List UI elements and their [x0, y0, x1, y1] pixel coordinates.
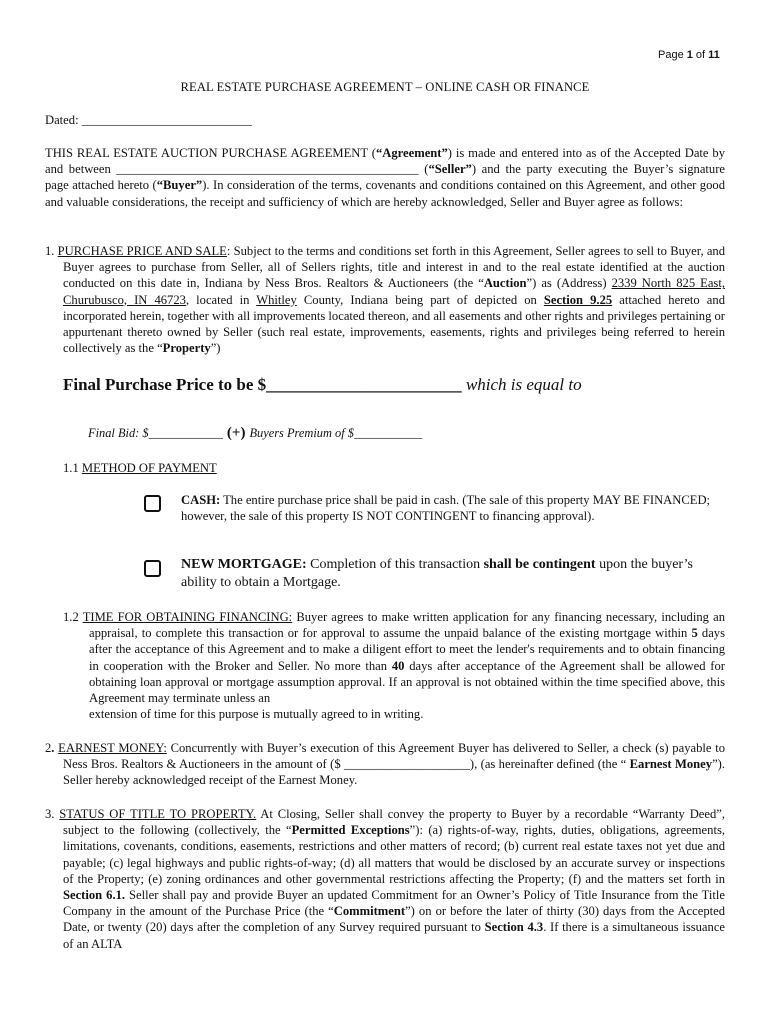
- section-2-heading: EARNEST MONEY:: [58, 741, 167, 755]
- page-number: Page 1 of 11: [658, 49, 720, 61]
- cash-option-text: CASH: The entire purchase price shall be paid in cash. (The sale of this property MAY BE FINANCED; however, the sale of this property IS NOT CONTINGENT to financing approval).: [181, 493, 711, 524]
- mortgage-checkbox[interactable]: [144, 560, 161, 577]
- property-address: 2339 North 825 East, Churubusco, IN 46723: [63, 276, 725, 307]
- section-1-2-heading: TIME FOR OBTAINING FINANCING:: [82, 610, 293, 624]
- mortgage-option-text: NEW MORTGAGE: Completion of this transaction shall be contingent upon the buyer’s ability to obtain a Mortgage.: [181, 557, 693, 590]
- section-3-status-of-title: 3. STATUS OF TITLE TO PROPERTY. At Closing, Seller shall convey the property to Buyer by a recordable “Warranty Deed”, subject to the following (collectively, the “Permitted Exceptions”): (a) rights-of-way, rights, duties, obligations, agreements, limitations, covenants, conditions, easements, restrictions and other matters of record; (b) current real estate taxes not yet due and payable; (c) legal highways and public rights-of-way; (d) all matters that would be disclosed by an accurate survey or inspections of the Property; (e) zoning ordinances and other governmental restrictions affecting the Property; (f) and the matters set forth in Section 6.1. Seller shall pay and provide Buyer an updated Commitment for an Owner’s Policy of Title Insurance from the Title Company in the amount of the Purchase Price (the “Commitment”) on or before the later of thirty (30) days from the Accepted Date, or twenty (20) days after the completion of any Survey required pursuant to Section 4.3. If there is a simultaneous issuance of an ALTA: [45, 807, 725, 951]
- final-purchase-price: Final Purchase Price to be $_______________________ which is equal to: [63, 375, 582, 394]
- document-title: REAL ESTATE PURCHASE AGREEMENT – ONLINE CASH OR FINANCE: [180, 80, 590, 94]
- cash-checkbox[interactable]: [144, 495, 161, 512]
- section-1-2-last-line: extension of time for this purpose is mutually agreed to in writing.: [89, 707, 424, 721]
- final-bid-line: Final Bid: $____________ (+) Buyers Premium of $___________: [88, 425, 423, 441]
- county-name: Whitley: [256, 292, 297, 307]
- section-1-heading: PURCHASE PRICE AND SALE: [57, 244, 227, 258]
- intro-paragraph: THIS REAL ESTATE AUCTION PURCHASE AGREEMENT (“Agreement”) is made and entered into as of the Accepted Date by and between ________________________________________________ (“Seller”) and the party executing the Buyer’s signature page attached hereto (“Buyer”). In consideration of the terms, covenants and conditions contained on this Agreement, and other good and valuable considerations, the receipt and sufficiency of which are hereby acknowledged, Seller and Buyer agree as follows:: [45, 146, 726, 209]
- section-3-heading: STATUS OF TITLE TO PROPERTY.: [59, 807, 257, 821]
- section-1-2-financing: 1.2 TIME FOR OBTAINING FINANCING: Buyer agrees to make written application for any financing necessary, including an appraisal, to complete this transaction or for approval to assume the unpaid balance of the existing mortgage within 5 days after the acceptance of this Agreement and to make a diligent effort to meet the lender's requirements and to obtain financing in cooperation with the Broker and Seller. No more than 40 days after acceptance of the Agreement shall be allowed for obtaining loan approval or mortgage assumption approval. If an approval is not obtained within the time specified above, this Agreement may terminate unless an: [63, 610, 725, 706]
- section-2-earnest-money: 2. EARNEST MONEY: Concurrently with Buyer’s execution of this Agreement Buyer has delivered to Seller, a check (s) payable to Ness Bros. Realtors & Auctioneers in the amount of ($ ____________________), (as hereinafter defined (the “ Earnest Money”). Seller hereby acknowledged receipt of the Earnest Money.: [45, 741, 725, 788]
- section-1-1-heading: 1.1 METHOD OF PAYMENT: [63, 461, 217, 475]
- dated-line: Dated: ___________________________: [45, 113, 252, 127]
- section-1-purchase-price: 1. PURCHASE PRICE AND SALE: Subject to the terms and conditions set forth in this Agreement, Seller agrees to sell to Buyer, and Buyer agrees to purchase from Seller, all of Sellers rights, title and interest in and to the real estate identified at the auction conducted on this date in, Indiana by Ness Bros. Realtors & Auctioneers (the “Auction”) as (Address) 2339 North 825 East, Churubusco, IN 46723, located in Whitley County, Indiana being part of depicted on Section 9.25 attached hereto and incorporated herein, together with all improvements located thereon, and all easements and other rights and privileges pertaining or appurtenant thereto owned by Seller (such real estate, improvements, easements, rights and privileges being referred to herein collectively as the “Property”): [45, 244, 726, 356]
